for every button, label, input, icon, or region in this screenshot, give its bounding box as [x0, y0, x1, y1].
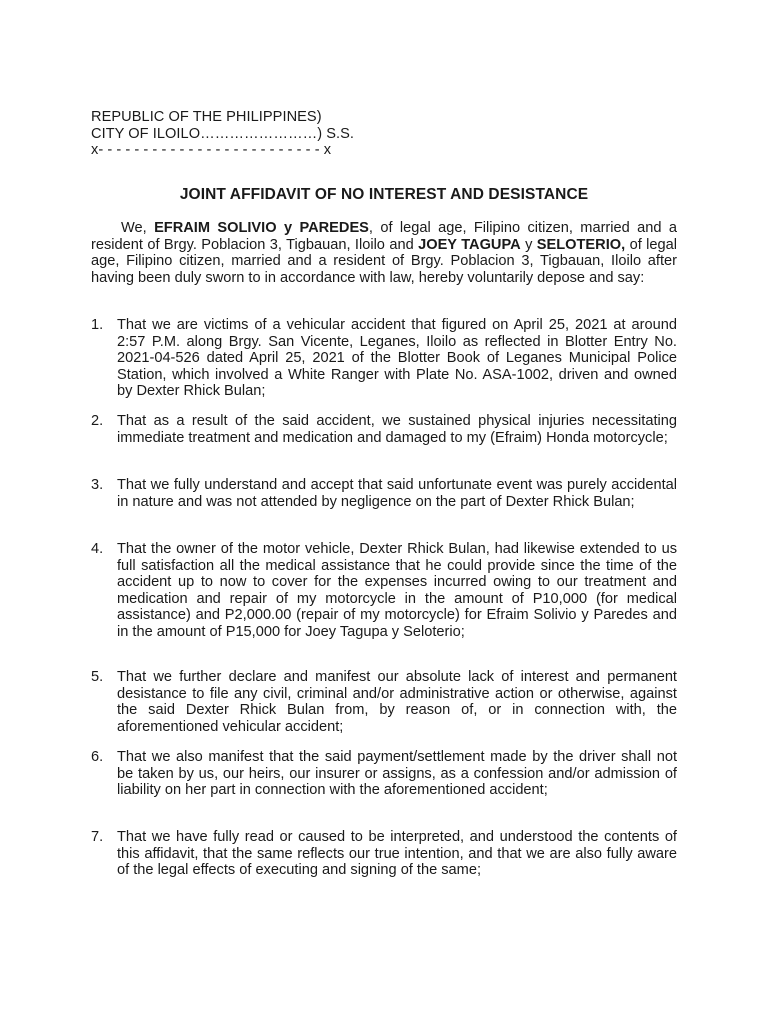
list-item-number: 7. — [91, 829, 104, 845]
list-item-text: That we also manifest that the said payment/settlement made by the driver shall not be taken by us, our heirs, our insurer or assigns, as a confession and/or admission of liability on her part in connection with the aforementioned accident; — [117, 749, 677, 799]
list-item-6 — [91, 749, 677, 799]
list-item-1 — [91, 317, 677, 400]
list-item-number: 6. — [91, 749, 104, 765]
intro-we: We, — [121, 220, 155, 236]
list-item-text: That we are victims of a vehicular accident that figured on April 25, 2021 at around 2:57 P.M. along Brgy. San Vicente, Leganes, Iloilo as reflected in Blotter Entry No. 2021-04-526 dated April 25, 2021 of the Blotter Book of Leganes Municipal Police Station, which involved a White Ranger with Plate No. ASA-1002, driven and owned by Dexter Rhick Bulan; — [117, 317, 677, 400]
affiant-2-surname: SELOTERIO, — [536, 236, 626, 253]
venue-republic: REPUBLIC OF THE PHILIPPINES) — [91, 109, 322, 125]
list-item-text: That the owner of the motor vehicle, Dexter Rhick Bulan, had likewise extended to us full satisfaction all the medical assistance that he could provide since the time of the accident up to now to cover for the expenses incurred owing to our treatment and medication and repair of my motorcycle in the amount of P10,000 (for medical assistance) and P2,000.00 (repair of my motorcycle) for Efraim Solivio y Paredes and in the amount of P15,000 for Joey Tagupa y Seloterio; — [117, 541, 677, 640]
venue-block — [91, 109, 354, 159]
list-item-number: 4. — [91, 541, 104, 557]
list-item-text: That we further declare and manifest our absolute lack of interest and permanent desistance to file any civil, criminal and/or administrative action or otherwise, against the said Dexter Rhick Bulan from, by reason of, or in connection with, the aforementioned vehicular accident; — [117, 669, 677, 735]
list-item-7 — [91, 829, 677, 879]
intro-paragraph — [91, 220, 677, 286]
affiant-1-name: EFRAIM SOLIVIO y PAREDES — [154, 220, 369, 236]
list-item-number: 3. — [91, 477, 104, 493]
list-item-text: That we have fully read or caused to be interpreted, and understood the contents of this affidavit, that the same reflects our true intention, and that we are also fully aware of the legal effects of executing and signing of the same; — [117, 829, 677, 879]
list-item-number: 2. — [91, 413, 104, 429]
intro-rest: of legal age, Filipino citizen, married and a resident of Brgy. Poblacion 3, Tigbauan, Iloilo after having been duly sworn to in accordance with law, hereby voluntarily depose and say: — [91, 236, 677, 286]
list-item-number: 1. — [91, 317, 104, 333]
list-item-text: That we fully understand and accept that said unfortunate event was purely accidental in nature and was not attended by negligence on the part of Dexter Rhick Bulan; — [117, 477, 677, 510]
document-title: JOINT AFFIDAVIT OF NO INTEREST AND DESISTANCE — [179, 186, 589, 203]
affiant-2-name: JOEY TAGUPA — [418, 236, 521, 253]
list-item-3 — [91, 477, 677, 510]
list-item-text: That as a result of the said accident, we sustained physical injuries necessitating immediate treatment and medication and damaged to my (Efraim) Honda motorcycle; — [117, 413, 677, 446]
list-item-4 — [91, 541, 677, 641]
list-item-2 — [91, 413, 677, 446]
list-item-5 — [91, 669, 677, 735]
venue-separator: x- - - - - - - - - - - - - - - - - - - - - - - - - x — [91, 142, 332, 158]
venue-city: CITY OF ILOILO……………………) S.S. — [91, 125, 355, 142]
intro-middle-1: , of legal age, Filipino citizen, married and a resident of Brgy. Poblacion 3, Tigbauan, Iloilo and — [91, 220, 677, 253]
list-item-number: 5. — [91, 669, 104, 685]
intro-middle-2: y — [520, 236, 537, 253]
